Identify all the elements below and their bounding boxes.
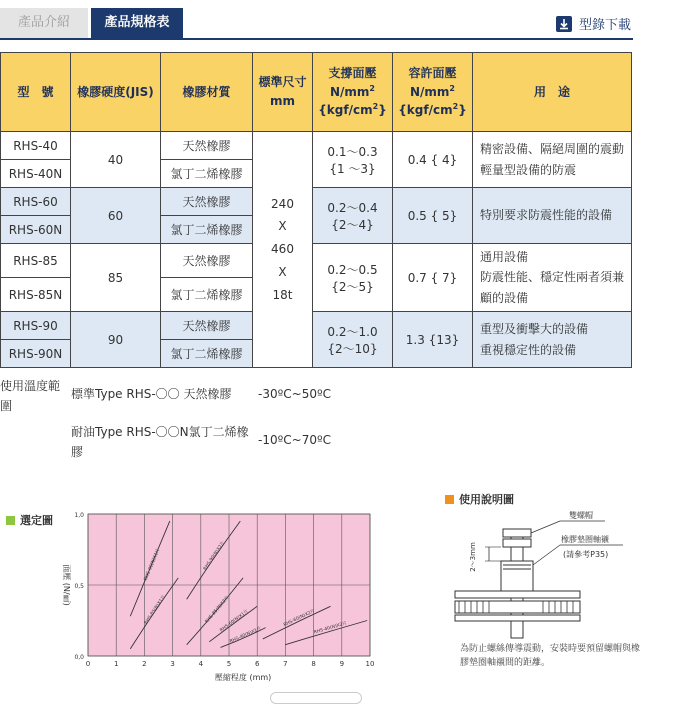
table-row xyxy=(1,132,632,160)
model-cell: RHS-40N xyxy=(1,160,71,188)
x-tick-label: 9 xyxy=(339,660,345,668)
series-label: RHS-60(N)X1片 xyxy=(219,609,250,634)
header-support-pressure xyxy=(313,53,393,132)
allow-label: 容許面壓 xyxy=(408,66,457,81)
series-label: RHS-60(N)X2片 xyxy=(283,608,316,629)
series-label: RHS-90(N)X2片 xyxy=(202,540,227,572)
hardness-cell: 60 xyxy=(71,188,161,244)
model-cell: RHS-90N xyxy=(1,340,71,368)
header-std-size: 標準尺寸 mm xyxy=(253,53,313,132)
x-tick-label: 6 xyxy=(254,660,260,668)
table-row xyxy=(1,312,632,340)
allow-cell: 0.4 { 4} xyxy=(393,132,473,188)
model-cell: RHS-40 xyxy=(1,132,71,160)
model-cell: RHS-85N xyxy=(1,278,71,312)
support-unit-b: $\{kgf/cm^2\}$ xyxy=(318,102,387,118)
header-model: 型 號 xyxy=(1,53,71,132)
table-row xyxy=(1,244,632,278)
temperature-oil-range: -10ºC~70ºC xyxy=(258,433,331,447)
material-cell: 氯丁二烯橡膠 xyxy=(161,216,253,244)
temperature-standard-type: 標準Type RHS-〇〇 天然橡膠 xyxy=(71,387,232,401)
usage-cell: 重型及衝擊大的設備 重視穩定性的設備 xyxy=(473,312,632,368)
x-tick-label: 7 xyxy=(283,660,288,668)
spec-table xyxy=(0,52,632,368)
support-unit-a: $N/mm^2$ xyxy=(329,83,375,99)
allow-cell: 1.3 {13} xyxy=(393,312,473,368)
usage-cell: 特別要求防震性能的設備 xyxy=(473,188,632,244)
scroll-pill[interactable] xyxy=(270,692,362,704)
allow-cell: 0.5 { 5} xyxy=(393,188,473,244)
series-label: RHS-90(N)X1片 xyxy=(143,548,162,582)
y-tick-label: 1,0 xyxy=(74,512,84,519)
usage-cell: 精密設備、隔絕周圍的震動 輕量型設備的防震 xyxy=(473,132,632,188)
header-material: 橡膠材質 xyxy=(161,53,253,132)
temperature-oil-type: 耐油Type RHS-〇〇N氯丁二烯橡膠 xyxy=(71,425,249,460)
series-label: RHS-40(N)X2片 xyxy=(313,621,348,636)
material-cell: 氯丁二烯橡膠 xyxy=(161,278,253,312)
x-tick-label: 8 xyxy=(311,660,316,668)
tab-product-intro[interactable]: 產品介紹 xyxy=(0,8,88,38)
nut-label: 雙螺帽 xyxy=(569,511,593,520)
x-axis-label: 壓縮程度 (mm) xyxy=(214,673,272,682)
material-cell: 天然橡膠 xyxy=(161,188,253,216)
header-hardness: 橡膠硬度(JIS) xyxy=(71,53,161,132)
material-cell: 天然橡膠 xyxy=(161,312,253,340)
material-cell: 天然橡膠 xyxy=(161,244,253,278)
support-cell: 0.2～0.4 {2～4} xyxy=(313,188,393,244)
support-cell: 0.1～0.3 {1 ～3} xyxy=(313,132,393,188)
selection-title-text: 選定圖 xyxy=(20,514,53,527)
download-catalog-link[interactable] xyxy=(555,14,631,33)
green-square-icon xyxy=(6,516,15,525)
temperature-standard-range: -30ºC~50ºC xyxy=(258,387,331,401)
x-tick-label: 0 xyxy=(85,660,91,668)
selection-chart-title xyxy=(6,512,53,528)
washer-label: 橡膠墊圈軸襯 xyxy=(561,535,609,544)
x-tick-label: 10 xyxy=(365,660,375,668)
model-cell: RHS-90 xyxy=(1,312,71,340)
support-cell: 0.2～1.0 {2～10} xyxy=(313,312,393,368)
lower-plate xyxy=(455,615,580,621)
upper-plate xyxy=(455,591,580,598)
support-cell: 0.2～0.5 {2～5} xyxy=(313,244,393,312)
selection-chart xyxy=(58,506,378,692)
y-axis-label: 面壓 (N/㎟) xyxy=(62,564,71,606)
x-tick-label: 4 xyxy=(198,660,204,668)
usage-title-text: 使用說明圖 xyxy=(459,493,514,506)
x-tick-label: 3 xyxy=(170,660,175,668)
download-label: 型錄下載 xyxy=(579,18,632,33)
material-cell: 氯丁二烯橡膠 xyxy=(161,340,253,368)
table-row xyxy=(1,188,632,216)
header-usage: 用 途 xyxy=(473,53,632,132)
allow-unit-b: $\{kgf/cm^2\}$ xyxy=(398,102,467,118)
usage-note: 為防止螺絲傳導震動，安裝時要預留螺帽與橡膠墊圈軸襯間的距離。 xyxy=(460,644,641,668)
hardness-cell: 85 xyxy=(71,244,161,312)
allow-unit-a: $N/mm^2$ xyxy=(409,83,455,99)
tab-product-spec[interactable]: 產品規格表 xyxy=(91,8,183,38)
header-allow-pressure xyxy=(393,53,473,132)
x-tick-label: 1 xyxy=(113,660,119,668)
model-cell: RHS-85 xyxy=(1,244,71,278)
tab-bar xyxy=(0,8,633,40)
hardness-cell: 90 xyxy=(71,312,161,368)
usage-diagram xyxy=(445,505,655,655)
reference-label: (請參考P35) xyxy=(563,550,609,559)
gap-label: 2～3mm xyxy=(469,542,477,572)
series-label: RHS-40(N)X1片 xyxy=(229,626,263,645)
hardness-cell: 40 xyxy=(71,132,161,188)
allow-cell: 0.7 { 7} xyxy=(393,244,473,312)
download-icon xyxy=(555,15,573,33)
y-tick-label: 0,0 xyxy=(74,654,84,661)
table-header-row xyxy=(1,53,632,132)
x-tick-label: 5 xyxy=(226,660,232,668)
series-label: RHS-85(N)X1片 xyxy=(143,594,168,626)
orange-square-icon xyxy=(445,495,454,504)
material-cell: 氯丁二烯橡膠 xyxy=(161,160,253,188)
series-label: RHS-85(N)X2片 xyxy=(204,595,231,625)
material-cell: 天然橡膠 xyxy=(161,132,253,160)
std-size-cell: 240 X 460 X 18t xyxy=(253,132,313,368)
model-cell: RHS-60N xyxy=(1,216,71,244)
nut-top xyxy=(503,529,531,537)
usage-cell: 通用設備 防震性能、穩定性兩者須兼 顧的設備 xyxy=(473,244,632,312)
temperature-label: 使用溫度範圍 xyxy=(0,379,61,414)
model-cell: RHS-60 xyxy=(1,188,71,216)
support-label: 支撐面壓 xyxy=(328,66,377,81)
y-tick-label: 0,5 xyxy=(74,583,84,590)
x-tick-label: 2 xyxy=(142,660,147,668)
nut-bottom xyxy=(503,539,531,547)
